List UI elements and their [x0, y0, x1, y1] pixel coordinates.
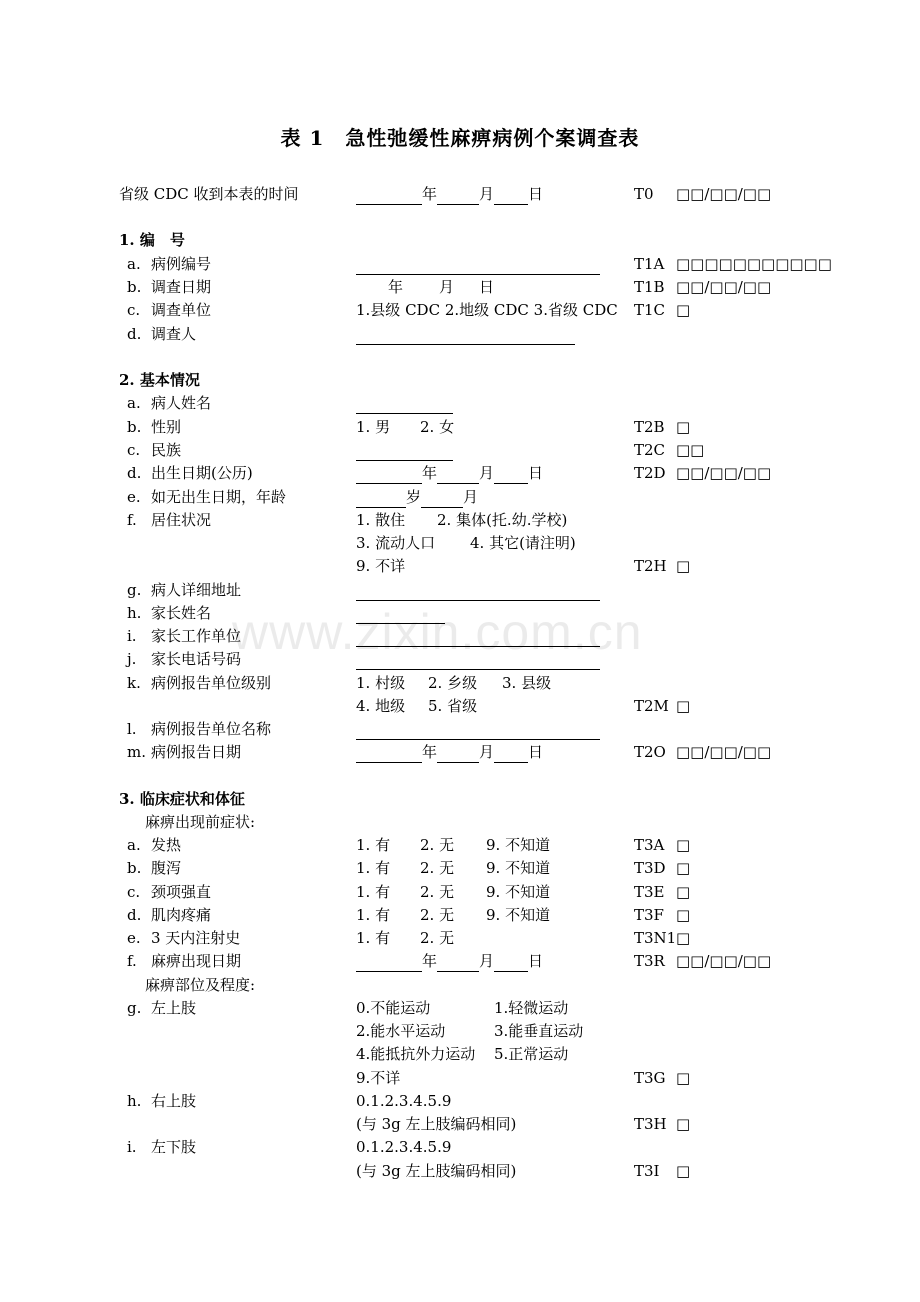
option-yes: 1. 有 — [356, 906, 391, 924]
age-fields — [356, 486, 478, 508]
report-level-row — [0, 672, 920, 694]
item-letter: c. — [127, 301, 141, 319]
level-option-3: 3. 县级 — [502, 674, 552, 692]
field-code: T3D — [634, 859, 666, 877]
report-unit-blank[interactable] — [356, 722, 600, 740]
item-label: 病人姓名 — [151, 394, 212, 412]
item-letter: b. — [127, 859, 142, 877]
motion-option-4: 4.能抵抗外力运动 — [356, 1045, 476, 1063]
year-blank[interactable] — [356, 745, 422, 763]
code-boxes[interactable]: □ — [676, 906, 691, 924]
survey-unit-row — [0, 299, 920, 321]
item-label: 3 天内注射史 — [151, 929, 241, 947]
code-boxes[interactable]: □ — [676, 836, 691, 854]
item-label: 病例报告日期 — [151, 743, 242, 761]
year-text: 年 — [422, 185, 438, 203]
code-boxes[interactable]: □□/□□/□□ — [676, 278, 772, 296]
item-letter: l. — [127, 720, 137, 738]
age-row — [0, 486, 920, 508]
year-text: 年 — [422, 952, 438, 970]
item-letter: c. — [127, 441, 141, 459]
paralysis-part-subheader — [0, 974, 920, 996]
survey-date-row — [0, 276, 920, 298]
form-title: 表 1 急性弛缓性麻痹病例个案调查表 — [280, 126, 640, 150]
year-text: 年 — [422, 464, 438, 482]
field-code: T2B — [634, 418, 665, 436]
item-label: 肌肉疼痛 — [151, 906, 212, 924]
age-months-blank[interactable] — [421, 490, 463, 508]
field-code: T0 — [634, 185, 654, 203]
item-label: 民族 — [151, 441, 182, 459]
code-boxes[interactable]: □□ — [676, 441, 705, 459]
item-label: 调查单位 — [151, 301, 212, 319]
case-number-row — [0, 253, 920, 275]
item-label: 发热 — [151, 836, 182, 854]
motion-option-1: 1.轻微运动 — [494, 999, 569, 1017]
right-upper-limb-row-2 — [0, 1113, 920, 1135]
month-blank[interactable] — [437, 745, 479, 763]
item-letter: f. — [127, 511, 137, 529]
item-label: 家长工作单位 — [151, 627, 242, 645]
item-label: 右上肢 — [151, 1092, 197, 1110]
option-no: 2. 无 — [420, 883, 455, 901]
item-letter: d. — [127, 906, 142, 924]
option-yes: 1. 有 — [356, 859, 391, 877]
month-text: 月 — [479, 952, 495, 970]
fever-row — [0, 834, 920, 856]
field-code: T2C — [634, 441, 666, 459]
section-title: 1. 编 号 — [119, 231, 185, 249]
codes-list: 0.1.2.3.4.5.9 — [356, 1092, 452, 1110]
motion-option-9: 9.不详 — [356, 1069, 401, 1087]
item-letter: b. — [127, 418, 142, 436]
field-code: T2H — [634, 557, 667, 575]
investigator-row — [0, 323, 920, 345]
parent-name-row — [0, 602, 920, 624]
field-code: T3F — [634, 906, 664, 924]
code-boxes[interactable]: □□/□□/□□ — [676, 185, 772, 203]
report-level-row-2 — [0, 695, 920, 717]
year-blank[interactable] — [356, 954, 422, 972]
item-label: 居住状况 — [151, 511, 212, 529]
parent-phone-row — [0, 648, 920, 670]
item-letter: i. — [127, 627, 137, 645]
code-boxes[interactable]: □ — [676, 1115, 691, 1133]
code-boxes[interactable]: □ — [676, 301, 691, 319]
ethnicity-row — [0, 439, 920, 461]
subheader-label: 麻痹部位及程度: — [145, 976, 256, 994]
item-label: 病例报告单位级别 — [151, 674, 272, 692]
report-date-fields — [356, 741, 543, 763]
year-text: 年 — [422, 743, 438, 761]
level-option-5: 5. 省级 — [428, 697, 478, 715]
month-blank[interactable] — [437, 954, 479, 972]
code-boxes[interactable]: □ — [676, 883, 691, 901]
report-unit-name-row — [0, 718, 920, 740]
code-boxes[interactable]: □□□□□□□□□□□ — [676, 255, 832, 273]
item-label: 家长姓名 — [151, 604, 212, 622]
code-boxes[interactable]: □ — [676, 859, 691, 877]
day-text: 日 — [479, 278, 495, 296]
residence-option-1: 1. 散住 — [356, 511, 406, 529]
motion-option-0: 0.不能运动 — [356, 999, 431, 1017]
residence-row — [0, 509, 920, 531]
receipt-time-row — [0, 183, 920, 205]
receipt-time-label: 省级 CDC 收到本表的时间 — [119, 185, 299, 203]
item-label: 麻痹出现日期 — [151, 952, 242, 970]
injection-history-row — [0, 927, 920, 949]
sex-row — [0, 416, 920, 438]
year-blank[interactable] — [356, 466, 422, 484]
field-code: T3I — [634, 1162, 660, 1180]
item-letter: m. — [127, 743, 146, 761]
option-no: 2. 无 — [420, 836, 455, 854]
month-text: 月 — [439, 278, 455, 296]
field-code: T3G — [634, 1069, 666, 1087]
case-number-blank[interactable] — [356, 257, 600, 275]
left-upper-limb-row-2 — [0, 1020, 920, 1042]
option-female: 2. 女 — [420, 418, 455, 436]
code-boxes[interactable]: □ — [676, 1162, 691, 1180]
address-row — [0, 579, 920, 601]
paralysis-date-fields — [356, 950, 543, 972]
item-label: 如无出生日期，年龄 — [151, 488, 287, 506]
neck-stiffness-row — [0, 881, 920, 903]
report-date-row — [0, 741, 920, 763]
option-yes: 1. 有 — [356, 929, 391, 947]
code-boxes[interactable]: □ — [676, 557, 691, 575]
day-text: 日 — [528, 464, 544, 482]
year-text: 年 — [388, 278, 404, 296]
day-text: 日 — [528, 952, 544, 970]
diarrhea-row — [0, 857, 920, 879]
day-blank[interactable] — [494, 954, 528, 972]
month-text: 月 — [479, 743, 495, 761]
age-years-blank[interactable] — [356, 490, 406, 508]
field-code: T1C — [634, 301, 666, 319]
item-label: 左下肢 — [151, 1138, 197, 1156]
parent-name-blank[interactable] — [356, 606, 445, 624]
item-letter: e. — [127, 488, 141, 506]
option-male: 1. 男 — [356, 418, 391, 436]
level-option-2: 2. 乡级 — [428, 674, 478, 692]
parent-work-row — [0, 625, 920, 647]
motion-option-2: 2.能水平运动 — [356, 1022, 446, 1040]
item-letter: d. — [127, 325, 142, 343]
item-label: 病例编号 — [151, 255, 212, 273]
field-code: T2M — [634, 697, 669, 715]
item-label: 调查日期 — [151, 278, 212, 296]
month-blank[interactable] — [437, 187, 479, 205]
item-letter: j. — [127, 650, 137, 668]
item-letter: g. — [127, 999, 142, 1017]
residence-option-2: 2. 集体(托.幼.学校) — [437, 511, 568, 529]
birth-date-fields — [356, 462, 543, 484]
month-text: 月 — [479, 185, 495, 203]
option-yes: 1. 有 — [356, 836, 391, 854]
left-lower-limb-row — [0, 1136, 920, 1158]
level-option-4: 4. 地级 — [356, 697, 406, 715]
item-label: 病例报告单位名称 — [151, 720, 272, 738]
item-letter: f. — [127, 952, 137, 970]
item-label: 颈项强直 — [151, 883, 212, 901]
residence-row-3 — [0, 555, 920, 577]
month-text: 月 — [479, 464, 495, 482]
parent-work-blank[interactable] — [356, 629, 600, 647]
day-text: 日 — [528, 743, 544, 761]
subheader-label: 麻痹出现前症状: — [145, 813, 256, 831]
item-letter: e. — [127, 929, 141, 947]
option-unknown: 9. 不知道 — [486, 859, 551, 877]
item-label: 性别 — [151, 418, 182, 436]
field-code: T1B — [634, 278, 665, 296]
option-no: 2. 无 — [420, 906, 455, 924]
codes-note: (与 3g 左上肢编码相同) — [356, 1115, 517, 1133]
item-label: 调查人 — [151, 325, 197, 343]
residence-option-4: 4. 其它(请注明) — [470, 534, 576, 552]
item-label: 家长电话号码 — [151, 650, 242, 668]
item-letter: h. — [127, 604, 142, 622]
code-boxes[interactable]: □□/□□/□□ — [676, 464, 772, 482]
right-upper-limb-row — [0, 1090, 920, 1112]
item-letter: g. — [127, 581, 142, 599]
item-letter: a. — [127, 394, 141, 412]
field-code: T2O — [634, 743, 666, 761]
field-code: T3A — [634, 836, 665, 854]
residence-row-2 — [0, 532, 920, 554]
item-label: 左上肢 — [151, 999, 197, 1017]
unit-options: 1.县级 CDC 2.地级 CDC 3.省级 CDC — [356, 301, 618, 319]
parent-phone-blank[interactable] — [356, 652, 600, 670]
option-no: 2. 无 — [420, 859, 455, 877]
option-no: 2. 无 — [420, 929, 455, 947]
pre-symptoms-subheader — [0, 811, 920, 833]
residence-option-9: 9. 不详 — [356, 557, 406, 575]
motion-option-3: 3.能垂直运动 — [494, 1022, 584, 1040]
address-blank[interactable] — [356, 583, 600, 601]
field-code: T3R — [634, 952, 665, 970]
section-3-header — [0, 788, 920, 810]
codes-note: (与 3g 左上肢编码相同) — [356, 1162, 517, 1180]
day-blank[interactable] — [494, 187, 528, 205]
field-code: T3E — [634, 883, 665, 901]
field-code: T2D — [634, 464, 666, 482]
item-letter: d. — [127, 464, 142, 482]
day-blank[interactable] — [494, 466, 528, 484]
age-years-text: 岁 — [406, 488, 422, 506]
left-lower-limb-row-2 — [0, 1160, 920, 1182]
option-unknown: 9. 不知道 — [486, 883, 551, 901]
section-1-header — [0, 229, 920, 251]
field-code: T3N1 — [634, 929, 677, 947]
codes-list: 0.1.2.3.4.5.9 — [356, 1138, 452, 1156]
item-label: 腹泻 — [151, 859, 182, 877]
item-letter: i. — [127, 1138, 137, 1156]
month-blank[interactable] — [437, 466, 479, 484]
item-letter: k. — [127, 674, 141, 692]
option-yes: 1. 有 — [356, 883, 391, 901]
day-text: 日 — [528, 185, 544, 203]
code-boxes[interactable]: □ — [676, 697, 691, 715]
item-label: 病人详细地址 — [151, 581, 242, 599]
age-months-text: 月 — [463, 488, 479, 506]
field-code: T1A — [634, 255, 665, 273]
item-letter: b. — [127, 278, 142, 296]
section-2-header — [0, 369, 920, 391]
code-boxes[interactable]: □ — [676, 929, 691, 947]
item-letter: a. — [127, 836, 141, 854]
day-blank[interactable] — [494, 745, 528, 763]
patient-name-blank[interactable] — [356, 396, 453, 414]
option-unknown: 9. 不知道 — [486, 906, 551, 924]
code-boxes[interactable]: □□/□□/□□ — [676, 743, 772, 761]
left-upper-limb-row-4 — [0, 1067, 920, 1089]
code-boxes[interactable]: □□/□□/□□ — [676, 952, 772, 970]
muscle-pain-row — [0, 904, 920, 926]
birth-date-row — [0, 462, 920, 484]
item-letter: c. — [127, 883, 141, 901]
year-blank[interactable] — [356, 187, 422, 205]
code-boxes[interactable]: □ — [676, 418, 691, 436]
investigator-blank[interactable] — [356, 327, 575, 345]
left-upper-limb-row — [0, 997, 920, 1019]
left-upper-limb-row-3 — [0, 1043, 920, 1065]
residence-option-3: 3. 流动人口 — [356, 534, 436, 552]
section-title: 3. 临床症状和体征 — [119, 790, 245, 808]
receipt-date-fields — [356, 183, 543, 205]
item-label: 出生日期(公历) — [151, 464, 253, 482]
field-code: T3H — [634, 1115, 667, 1133]
paralysis-date-row — [0, 950, 920, 972]
option-unknown: 9. 不知道 — [486, 836, 551, 854]
level-option-1: 1. 村级 — [356, 674, 406, 692]
item-letter: a. — [127, 255, 141, 273]
section-title: 2. 基本情况 — [119, 371, 200, 389]
patient-name-row — [0, 392, 920, 414]
ethnicity-blank[interactable] — [356, 443, 453, 461]
item-letter: h. — [127, 1092, 142, 1110]
code-boxes[interactable]: □ — [676, 1069, 691, 1087]
watermark: www.zixin.com.cn — [232, 604, 643, 660]
motion-option-5: 5.正常运动 — [494, 1045, 569, 1063]
